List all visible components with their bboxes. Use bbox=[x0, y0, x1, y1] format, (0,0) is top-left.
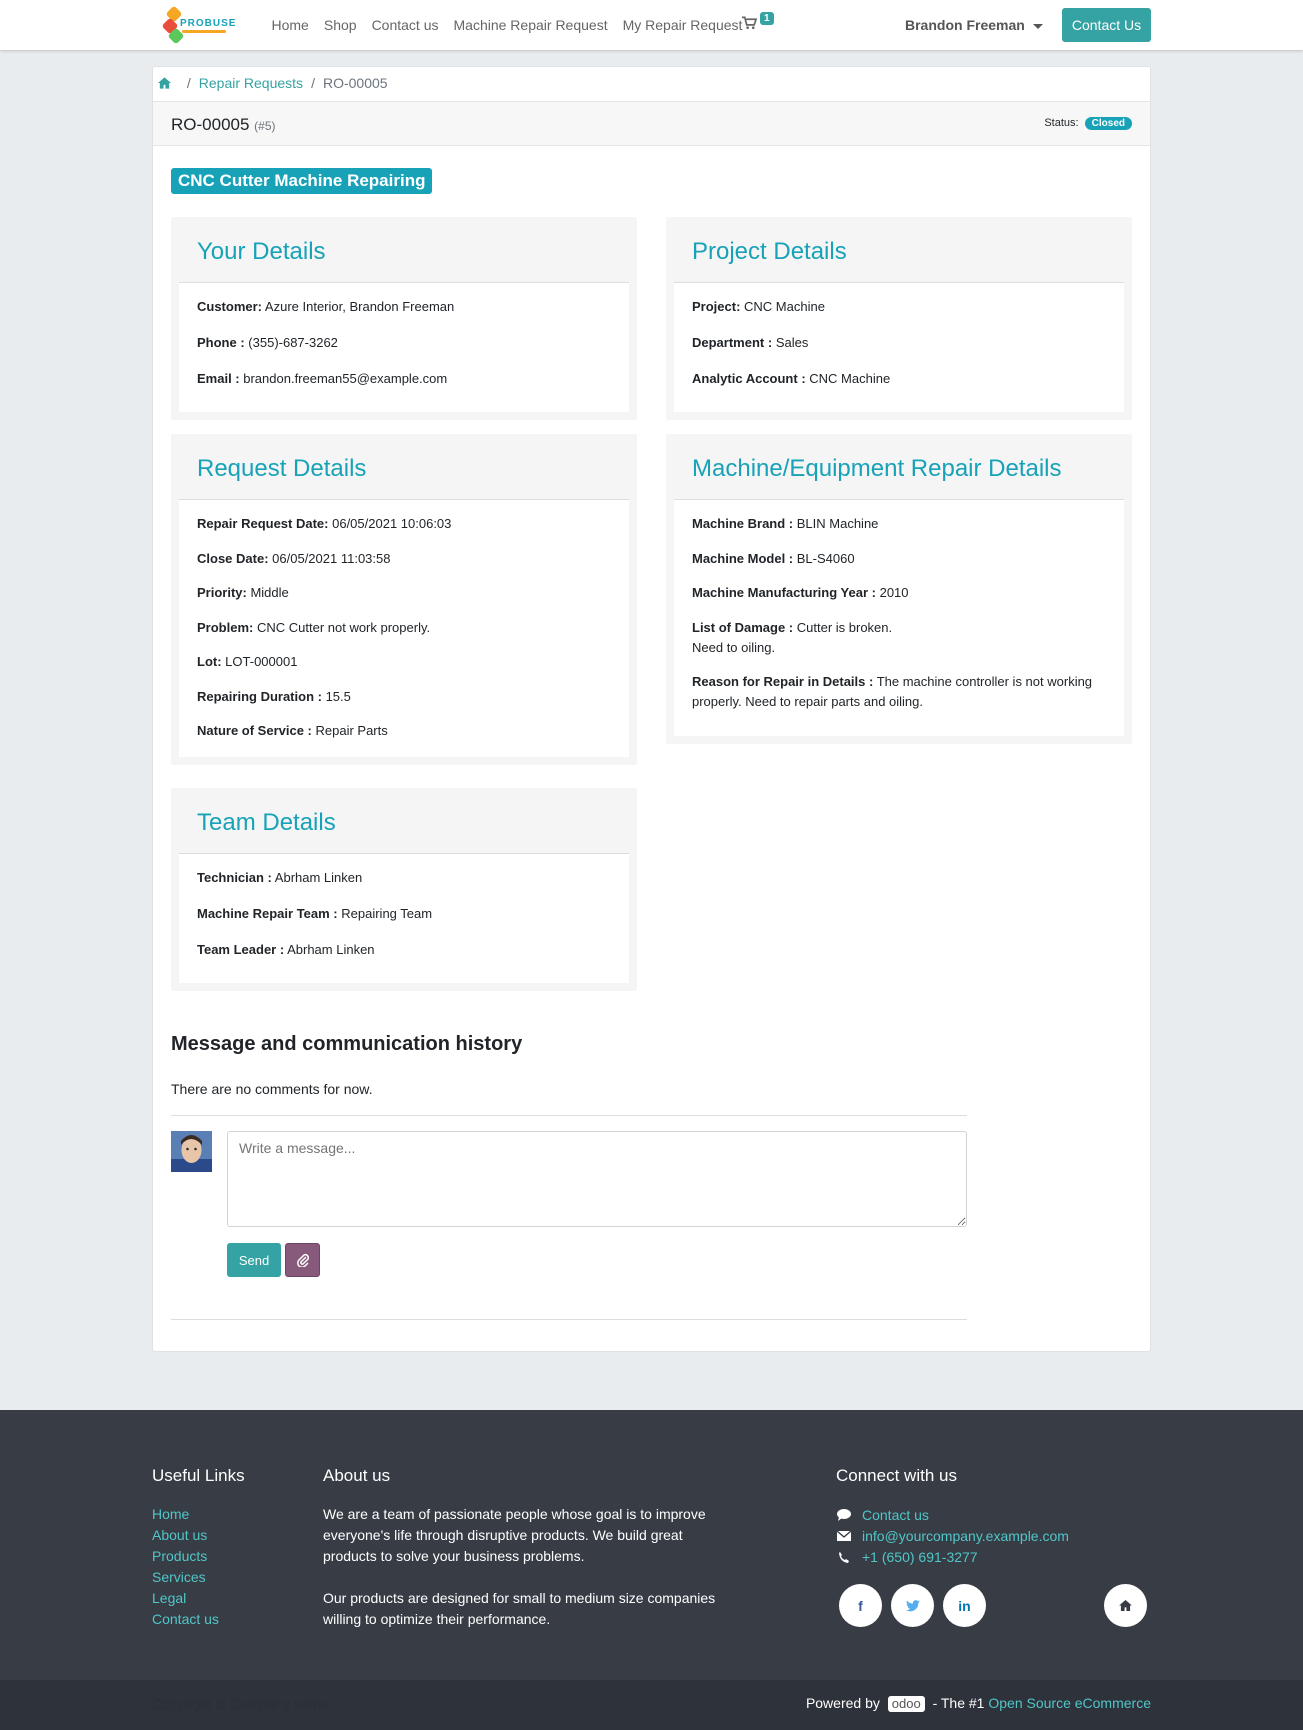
detail-value: BL-S4060 bbox=[796, 550, 855, 566]
copyright-text: Copyright © Company name bbox=[152, 1696, 329, 1712]
detail-row bbox=[197, 297, 611, 317]
detail-label: Nature of Service : bbox=[197, 723, 312, 738]
detail-row bbox=[197, 333, 611, 353]
footer-link-services[interactable]: Services bbox=[152, 1569, 206, 1585]
detail-row bbox=[692, 369, 1106, 389]
breadcrumb-separator: / bbox=[311, 75, 315, 91]
powered-by-label: Powered by bbox=[805, 1695, 880, 1711]
status-badge: Closed bbox=[1085, 117, 1132, 130]
footer-link-home[interactable]: Home bbox=[152, 1506, 190, 1522]
detail-row bbox=[197, 369, 611, 389]
twitter-icon bbox=[906, 1600, 920, 1612]
envelope-icon bbox=[836, 1530, 852, 1542]
detail-row bbox=[197, 618, 611, 638]
detail-value: Need to oiling. bbox=[692, 639, 776, 655]
cart-icon bbox=[742, 16, 757, 30]
top-navbar bbox=[0, 0, 1303, 50]
contact-us-button[interactable]: Contact Us bbox=[1062, 8, 1151, 42]
avatar bbox=[171, 1131, 212, 1172]
about-paragraph: Our products are designed for small to medium size companies willing to optimize their performance. bbox=[323, 1590, 716, 1627]
cart-count-badge: 1 bbox=[760, 12, 774, 25]
linkedin-button[interactable] bbox=[943, 1584, 986, 1627]
detail-row bbox=[197, 868, 611, 888]
detail-label: Department : bbox=[692, 335, 773, 350]
detail-value: LOT-000001 bbox=[225, 654, 298, 669]
detail-label: Close Date: bbox=[197, 550, 269, 566]
machine-details-heading: Machine/Equipment Repair Details bbox=[674, 442, 1124, 500]
message-history-title: Message and communication history bbox=[171, 1033, 523, 1055]
detail-row bbox=[197, 721, 611, 741]
detail-value: BLIN Machine bbox=[796, 516, 879, 531]
breadcrumb-separator: / bbox=[186, 75, 191, 91]
detail-row bbox=[197, 904, 611, 924]
home-button[interactable] bbox=[1104, 1584, 1147, 1627]
attach-button[interactable] bbox=[285, 1243, 320, 1277]
about-paragraph: We are a team of passionate people whose goal is to improve everyone's life through disruptive products. We build great products to solve your business problems. bbox=[323, 1506, 706, 1564]
detail-label: Machine Repair Team : bbox=[197, 906, 338, 921]
detail-label: Priority: bbox=[197, 585, 247, 600]
detail-label: Machine Brand : bbox=[692, 516, 794, 531]
detail-value: Repair Parts bbox=[315, 723, 388, 738]
detail-row bbox=[197, 652, 611, 672]
detail-label: Email : bbox=[197, 371, 240, 386]
repair-request-card bbox=[152, 66, 1151, 1352]
about-text bbox=[323, 1504, 723, 1651]
nav-machine-repair-request[interactable]: Machine Repair Request bbox=[453, 17, 608, 33]
connect-item bbox=[836, 1546, 1069, 1567]
detail-value: Repairing Team bbox=[341, 906, 433, 921]
your-details-heading: Your Details bbox=[179, 225, 629, 283]
team-details-body bbox=[179, 854, 629, 983]
detail-value: Abrham Linken bbox=[274, 870, 363, 885]
detail-row bbox=[692, 297, 1106, 317]
record-id: (#5) bbox=[254, 119, 276, 133]
detail-value: (355)-687-3262 bbox=[248, 335, 338, 350]
footer-link-legal[interactable]: Legal bbox=[152, 1590, 187, 1606]
copyright-bar bbox=[0, 1680, 1303, 1730]
detail-row bbox=[692, 333, 1106, 353]
logo-text: PROBUSE bbox=[180, 18, 237, 29]
linkedin-icon: in bbox=[958, 1597, 971, 1614]
connect-item bbox=[836, 1504, 1069, 1525]
detail-row bbox=[692, 514, 1106, 534]
record-header bbox=[153, 101, 1150, 146]
detail-label: Project: bbox=[692, 299, 741, 314]
detail-label: Reason for Repair in Details : bbox=[692, 674, 874, 689]
detail-label: Analytic Account : bbox=[692, 371, 806, 386]
powered-by bbox=[806, 1695, 1151, 1712]
odoo-logo[interactable]: odoo bbox=[888, 1696, 925, 1712]
detail-label: Repairing Duration : bbox=[197, 688, 322, 704]
project-details-panel bbox=[666, 217, 1132, 420]
detail-value: CNC Machine bbox=[809, 371, 891, 386]
detail-row bbox=[197, 583, 611, 603]
team-details-heading: Team Details bbox=[179, 796, 629, 854]
your-details-panel bbox=[171, 217, 637, 420]
breadcrumb-repair-requests[interactable]: Repair Requests bbox=[198, 75, 304, 91]
facebook-icon: f bbox=[858, 1597, 863, 1614]
comment-icon bbox=[836, 1509, 852, 1521]
detail-label: Lot: bbox=[197, 654, 222, 669]
record-reference bbox=[171, 115, 276, 135]
detail-label: Repair Request Date: bbox=[197, 516, 329, 531]
breadcrumb bbox=[153, 67, 1150, 101]
detail-row bbox=[692, 583, 1106, 603]
machine-details-body bbox=[674, 500, 1124, 736]
machine-details-panel bbox=[666, 434, 1132, 744]
connect-phone-link[interactable]: +1 (650) 691-3277 bbox=[862, 1548, 978, 1565]
detail-label: List of Damage : bbox=[692, 619, 794, 635]
breadcrumb-current: RO-00005 bbox=[322, 75, 388, 91]
detail-value: 15.5 bbox=[325, 688, 351, 704]
footer-link-about[interactable]: About us bbox=[152, 1527, 208, 1543]
detail-value: 06/05/2021 11:03:58 bbox=[272, 550, 391, 566]
detail-value: CNC Machine bbox=[744, 299, 825, 314]
request-details-body bbox=[179, 500, 629, 757]
connect-email-link[interactable]: info@yourcompany.example.com bbox=[862, 1527, 1069, 1544]
useful-links-title: Useful Links bbox=[152, 1466, 245, 1485]
message-input[interactable] bbox=[227, 1131, 967, 1227]
nav-my-repair-request[interactable]: My Repair Request bbox=[622, 17, 743, 33]
company-logo[interactable] bbox=[164, 6, 237, 44]
detail-row bbox=[197, 514, 611, 534]
nav-home[interactable]: Home bbox=[271, 17, 309, 33]
detail-row bbox=[197, 687, 611, 707]
home-icon bbox=[1119, 1600, 1132, 1611]
ecommerce-link[interactable]: Open Source eCommerce bbox=[988, 1695, 1151, 1711]
detail-label: Phone : bbox=[197, 335, 245, 350]
nav-shop[interactable]: Shop bbox=[323, 17, 357, 33]
twitter-button[interactable] bbox=[891, 1584, 934, 1627]
detail-value: The machine controller is not working properly. Need to repair parts and oiling. bbox=[692, 674, 1093, 709]
detail-row bbox=[692, 672, 1106, 712]
detail-label: Machine Model : bbox=[692, 550, 794, 566]
user-menu[interactable] bbox=[905, 17, 1043, 33]
main-nav bbox=[264, 0, 750, 50]
project-details-heading: Project Details bbox=[674, 225, 1124, 283]
footer-link-contact[interactable]: Contact us bbox=[152, 1611, 219, 1627]
divider bbox=[171, 1319, 967, 1320]
phone-icon bbox=[836, 1551, 852, 1563]
cart-link[interactable] bbox=[742, 13, 770, 33]
status-label: Status: bbox=[1044, 117, 1079, 129]
footer bbox=[0, 1410, 1303, 1680]
detail-value: CNC Cutter not work properly. bbox=[256, 619, 431, 635]
connect-item bbox=[836, 1525, 1069, 1546]
detail-row bbox=[692, 549, 1106, 569]
logo-tagline bbox=[182, 30, 226, 33]
connect-title: Connect with us bbox=[836, 1466, 957, 1485]
connect-contact-link[interactable]: Contact us bbox=[862, 1506, 929, 1523]
detail-row bbox=[197, 549, 611, 569]
request-details-heading: Request Details bbox=[179, 442, 629, 500]
detail-value: Azure Interior, Brandon Freeman bbox=[264, 299, 455, 314]
caret-down-icon bbox=[1033, 24, 1043, 29]
useful-links-list bbox=[152, 1504, 219, 1630]
detail-value: Abrham Linken bbox=[287, 942, 375, 957]
request-title: CNC Cutter Machine Repairing bbox=[171, 168, 432, 194]
about-title: About us bbox=[323, 1466, 391, 1485]
request-details-panel bbox=[171, 434, 637, 765]
paperclip-icon bbox=[297, 1253, 309, 1267]
detail-value: Middle bbox=[250, 585, 289, 600]
detail-label: Customer: bbox=[197, 299, 263, 314]
facebook-button[interactable] bbox=[839, 1584, 882, 1627]
detail-row bbox=[692, 618, 1106, 658]
detail-value: 2010 bbox=[879, 585, 909, 600]
no-comments-text: There are no comments for now. bbox=[171, 1081, 373, 1097]
connect-list bbox=[836, 1504, 1069, 1567]
user-name: Brandon Freeman bbox=[905, 17, 1025, 33]
detail-value: brandon.freeman55@example.com bbox=[243, 371, 448, 386]
send-button[interactable]: Send bbox=[227, 1243, 281, 1277]
home-icon[interactable] bbox=[158, 77, 171, 89]
divider bbox=[171, 1115, 967, 1116]
detail-label: Problem: bbox=[197, 619, 254, 635]
record-ref: RO-00005 bbox=[171, 115, 250, 134]
the-1-label: - The #1 bbox=[932, 1695, 985, 1711]
detail-row bbox=[197, 940, 611, 960]
detail-label: Machine Manufacturing Year : bbox=[692, 585, 876, 600]
user-avatar-icon bbox=[171, 1131, 212, 1172]
your-details-body bbox=[179, 283, 629, 412]
detail-label: Technician : bbox=[197, 870, 272, 885]
record-status bbox=[1044, 117, 1132, 130]
footer-link-products[interactable]: Products bbox=[152, 1548, 208, 1564]
project-details-body bbox=[674, 283, 1124, 412]
detail-value: 06/05/2021 10:06:03 bbox=[332, 516, 452, 531]
nav-contact-us[interactable]: Contact us bbox=[371, 17, 439, 33]
detail-label: Team Leader : bbox=[197, 942, 285, 957]
detail-value: Cutter is broken. bbox=[796, 619, 893, 635]
team-details-panel bbox=[171, 788, 637, 991]
detail-value: Sales bbox=[775, 335, 809, 350]
